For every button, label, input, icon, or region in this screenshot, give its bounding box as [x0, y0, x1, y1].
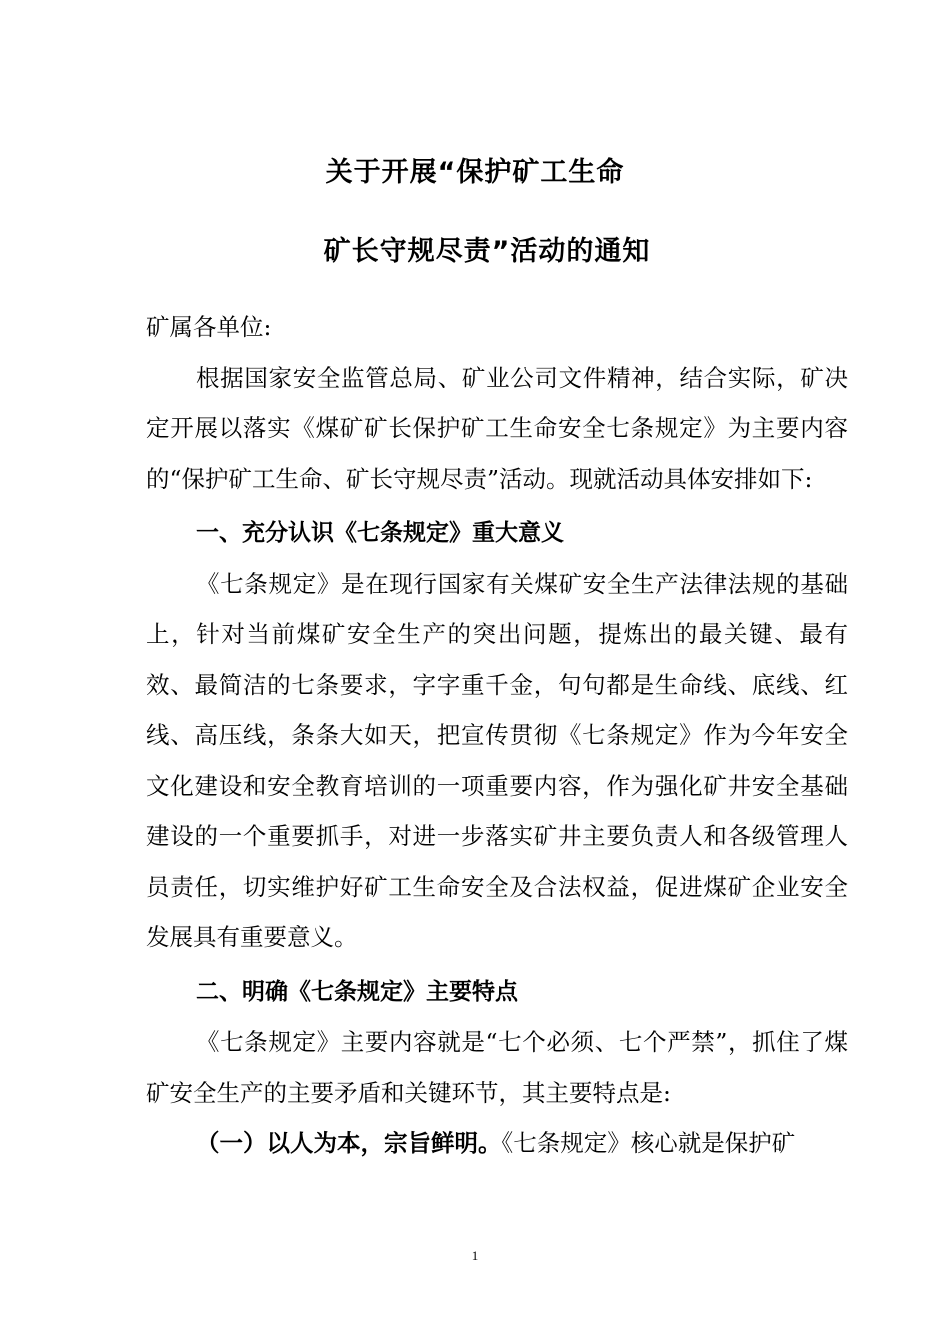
page-number: 1: [471, 1248, 479, 1263]
section-2-heading: 二、明确《七条规定》主要特点: [196, 978, 518, 1005]
point-1-paragraph: [146, 1118, 848, 1169]
point-1-heading: （一）以人为本，宗旨鲜明。: [196, 1129, 502, 1157]
section-1-heading: 一、充分认识《七条规定》重大意义: [196, 520, 564, 546]
document-title-line-1: 关于开展“保护矿工生命: [325, 157, 625, 188]
salutation: 矿属各单位:: [146, 313, 272, 341]
document-body: [146, 302, 848, 1169]
point-1-text: 《七条规定》核心就是保护矿: [501, 1129, 796, 1157]
section-1-paragraph: 《七条规定》是在现行国家有关煤矿安全生产法律法规的基础上，针对当前煤矿安全生产的突出问题，提炼出的最关键、最有效、最简洁的七条要求，字字重千金，句句都是生命线、底线、红线、高压线，条条大如天，把宣传贯彻《七条规定》作为今年安全文化建设和安全教育培训的一项重要内容，作为强化矿井安全基础建设的一个重要抓手，对进一步落实矿井主要负责人和各级管理人员责任，切实维护好矿工生命安全及合法权益，促进煤矿企业安全发展具有重要意义。: [146, 569, 848, 951]
section-2-paragraph: 《七条规定》主要内容就是“七个必须、七个严禁”，抓住了煤矿安全生产的主要矛盾和关键环节，其主要特点是:: [146, 1028, 848, 1107]
document-title-line-2: 矿长守规尽责”活动的通知: [323, 236, 651, 267]
intro-paragraph: 根据国家安全监管总局、矿业公司文件精神，结合实际，矿决定开展以落实《煤矿矿长保护矿工生命安全七条规定》为主要内容的“保护矿工生命、矿长守规尽责”活动。现就活动具体安排如下:: [146, 363, 848, 493]
